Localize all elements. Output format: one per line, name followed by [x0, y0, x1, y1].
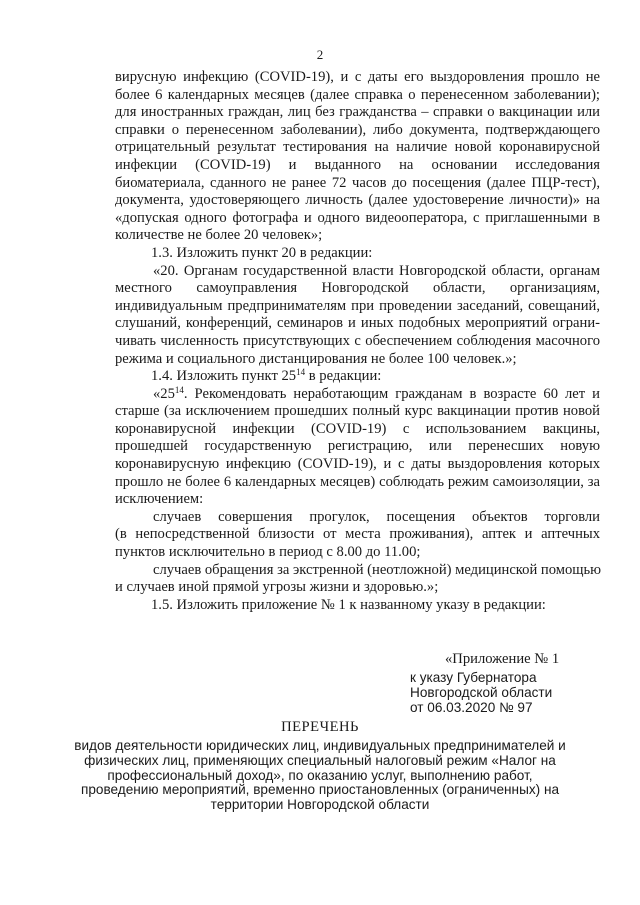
appendix-line-1: к указу Губернатора: [410, 670, 537, 685]
text-line: «20. Органам государственной власти Новгородской области, органам: [153, 262, 600, 279]
text-line: 1.3. Изложить пункт 20 в редакции:: [151, 244, 373, 261]
text-line: пунктов исключительно в период с 8.00 до 11.00;: [115, 544, 421, 561]
text-line: документа, удостоверяющего личность (далее удостоверение личности)» на: [115, 192, 600, 209]
text-line: старше (за исключением прошедших полный курс вакцинации против новой: [115, 403, 600, 420]
appendix-line-2: Новгородской области: [410, 684, 553, 700]
list-heading: [0, 719, 640, 813]
text-line: 1.4. Изложить пункт $25^{14}$ в редакции:: [151, 367, 382, 385]
appendix-title: «Приложение № 1: [445, 651, 560, 667]
list-heading-line: профессиональный доход», по оказанию услуг, выполнению работ,: [107, 767, 533, 783]
text-line: индивидуальным предпринимателям при проведении заседаний, совещаний,: [115, 297, 600, 314]
text-line: более 6 календарных месяцев (далее справка о перенесенном заболевании);: [115, 86, 600, 103]
text-line: слушаний, конференций, семинаров и иных подобных мероприятий ограни-: [115, 315, 600, 332]
text-line: справки о перенесенном заболевании), либо документа, подтверждающего: [115, 121, 600, 138]
text-line: вирусную инфекцию (COVID-19), и с даты его выздоровления прошло не: [115, 69, 600, 85]
text-line: отрицательный результат тестирования на наличие новой коронавирусной: [115, 139, 600, 156]
text-line: 1.5. Изложить приложение № 1 к названному указу в редакции:: [151, 596, 546, 613]
list-heading-line: территории Новгородской области: [210, 797, 430, 813]
text-line: исключением:: [115, 491, 204, 508]
list-heading-title: ПЕРЕЧЕНЬ: [281, 719, 359, 735]
text-line: биоматериала, сданного не ранее 72 часов до посещения (далее ПЦР-тест),: [115, 174, 600, 191]
list-heading-line: видов деятельности юридических лиц, индивидуальных предпринимателей и: [74, 738, 566, 753]
text-line: инфекции (COVID-19) и выданного на основании исследования: [115, 156, 600, 173]
list-heading-line: проведению мероприятий, временно приостановленных (ограниченных) на: [80, 782, 560, 798]
text-line: «$25^{14}$. Рекомендовать неработающим гражданам в возрасте 60 лет и: [153, 384, 600, 402]
text-line: режима и социального дистанцирования не более 100 человек.»;: [115, 350, 517, 367]
text-line: местного самоуправления Новгородской области, организациям,: [115, 280, 600, 297]
text-line: (в непосредственной близости от места проживания), аптек и аптечных: [115, 526, 600, 543]
text-line: коронавирусной инфекции (COVID-19) с использованием вакцины,: [115, 420, 600, 437]
text-line: коронавирусную инфекцию (COVID-19), и с даты выздоровления которых: [115, 456, 600, 473]
text-line: прошло не более 6 календарных месяцев) соблюдать режим самоизоляции, за: [115, 473, 600, 490]
text-line: и случаев иной прямой угрозы жизни и здоровью.»;: [115, 579, 439, 596]
document-body: [115, 69, 600, 614]
text-line: чивать численность присутствующих с обеспечением соблюдения масочного: [115, 332, 600, 349]
appendix-line-3: от 06.03.2020 № 97: [410, 699, 533, 715]
text-line: количестве не более 20 человек»;: [115, 227, 323, 244]
text-line: прошедшей государственную регистрацию, или перенесших новую: [115, 438, 600, 455]
text-line: случаев обращения за экстренной (неотложной) медицинской помощью: [153, 561, 602, 578]
appendix-header: [410, 651, 610, 715]
page-number: 2: [316, 47, 324, 62]
list-heading-line: физических лиц, применяющих специальный налоговый режим «Налог на: [84, 752, 556, 768]
text-line: для иностранных граждан, лиц без гражданства – справки о вакцинации или: [115, 104, 600, 121]
text-line: «допуская одного фотографа и одного видеооператора, с приглашенными в: [115, 209, 600, 226]
text-line: случаев совершения прогулок, посещения объектов торговли: [153, 508, 600, 525]
